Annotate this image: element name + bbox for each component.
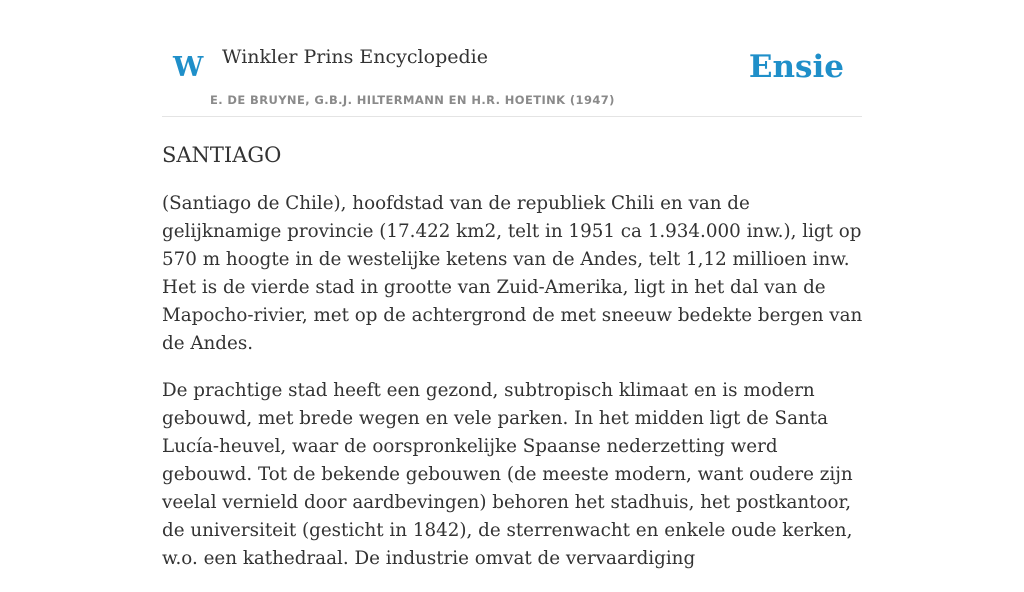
source-authors: E. DE BRUYNE, G.B.J. HILTERMANN EN H.R. HOETINK (1947) — [210, 93, 615, 107]
article-paragraph: De prachtige stad heeft een gezond, subtropisch klimaat en is modern gebouwd, met brede wegen en vele parken. In het midden ligt de Santa Lucía-heuvel, waar de oorspronkelijke Spaanse nederzetting werd gebouwd. Tot de bekende gebouwen (de meeste modern, want oudere zijn veelal vernield door aardbevingen) behoren het stadhuis, het postkantoor, de universiteit (gesticht in 1842), de sterrenwacht en enkele oude kerken, w.o. een kathedraal. De industrie omvat de vervaardiging — [162, 380, 853, 569]
article-paragraph: (Santiago de Chile), hoofdstad van de republiek Chili en van de gelijknamige provincie (17.422 km2, telt in 1951 ca 1.934.000 inw.), ligt op 570 m hoogte in de westelijke ketens van de Andes, telt 1,12 millioen inw. Het is de vierde stad in grootte van Zuid-Amerika, ligt in het dal van de Mapocho-rivier, met op de achtergrond de met sneeuw bedekte bergen van de Andes. — [162, 193, 863, 354]
source-title[interactable]: Winkler Prins Encyclopedie — [222, 46, 488, 68]
article — [162, 140, 867, 592]
article-title: SANTIAGO — [162, 143, 282, 167]
page-header — [162, 0, 862, 117]
winkler-prins-logo[interactable]: W — [173, 52, 204, 83]
ensie-logo[interactable]: Ensie — [748, 49, 844, 85]
